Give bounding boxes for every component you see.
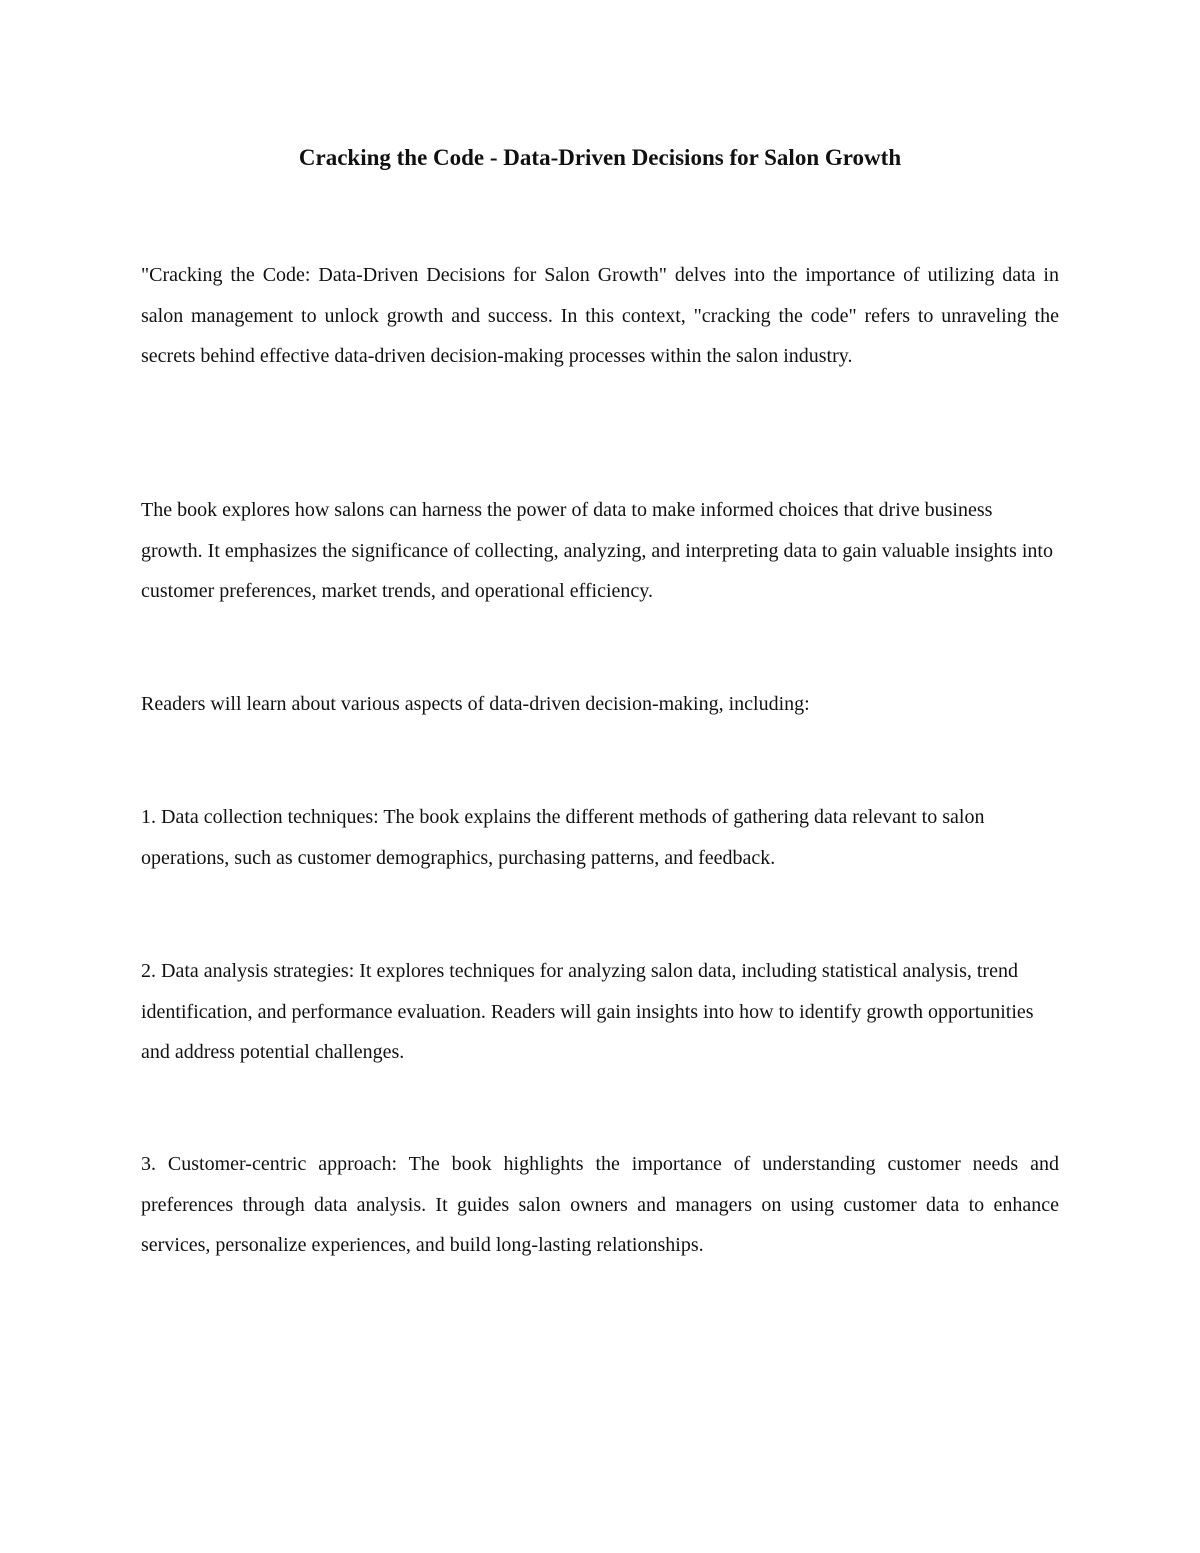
book-overview-paragraph: The book explores how salons can harness the power of data to make informed choices that drive business growth. It emphasizes the significance of collecting, analyzing, and interpreting data to gain valuable insights into customer preferences, market trends, and operational efficiency.: [141, 499, 1053, 603]
list-item-data-analysis: 2. Data analysis strategies: It explores techniques for analyzing salon data, including statistical analysis, trend identification, and performance evaluation. Readers will gain insights into how to identify growth opportunities and address potential challenges.: [141, 960, 1034, 1064]
list-item-data-collection: 1. Data collection techniques: The book explains the different methods of gathering data relevant to salon operations, such as customer demographics, purchasing patterns, and feedback.: [141, 806, 985, 869]
list-item-customer-centric: 3. Customer-centric approach: The book highlights the importance of understanding customer needs and preferences through data analysis. It guides salon owners and managers on using customer data to enhance services, personalize experiences, and build long-lasting relationships.: [141, 1153, 1059, 1257]
aspects-intro-paragraph: Readers will learn about various aspects of data-driven decision-making, including:: [141, 693, 810, 715]
intro-paragraph: "Cracking the Code: Data-Driven Decisions for Salon Growth" delves into the importance of utilizing data in salon management to unlock growth and success. In this context, "cracking the code" refers to unraveling the secrets behind effective data-driven decision-making processes within the salon industry.: [141, 264, 1059, 368]
document-title: Cracking the Code - Data-Driven Decisions for Salon Growth: [298, 145, 902, 170]
